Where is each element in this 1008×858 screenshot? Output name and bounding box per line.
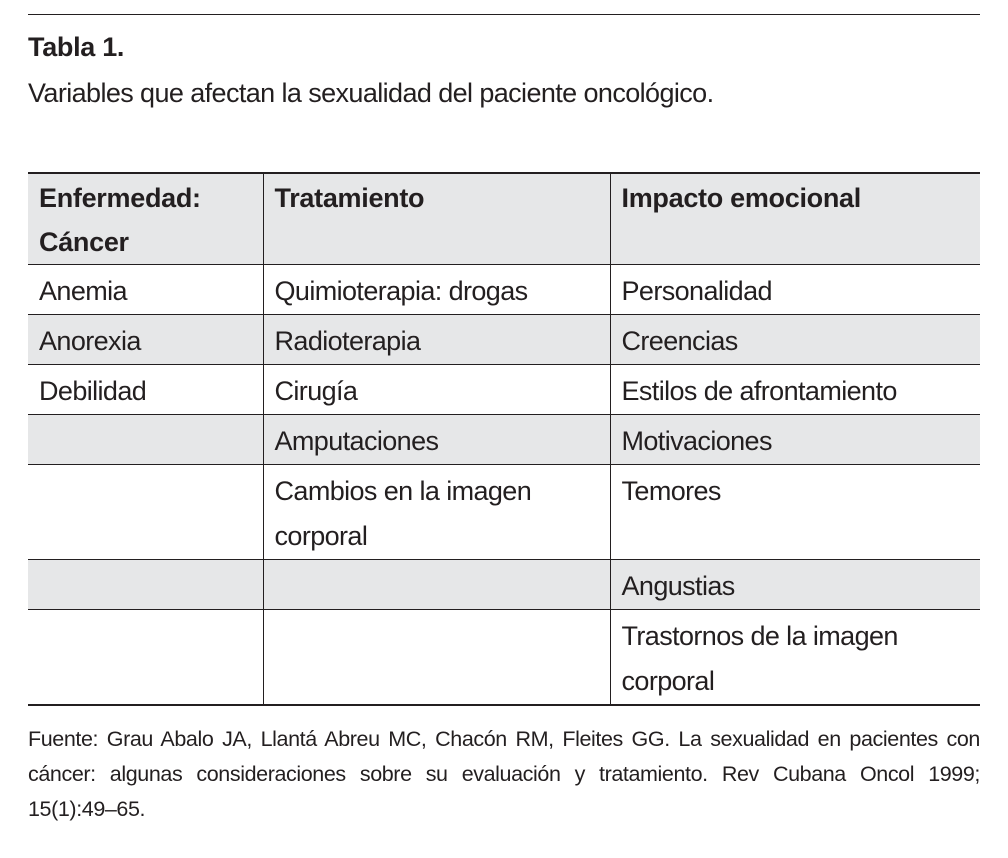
table-cell: Motivaciones bbox=[610, 415, 980, 465]
table-cell bbox=[263, 560, 610, 610]
table-cell: Amputaciones bbox=[263, 415, 610, 465]
table-cell: Temores bbox=[610, 465, 980, 560]
table-row bbox=[28, 560, 980, 610]
table-row bbox=[28, 315, 980, 365]
table-cell: Radioterapia bbox=[263, 315, 610, 365]
header-cell: Impacto emocional bbox=[610, 173, 980, 265]
header-cell: Enfermedad: Cáncer bbox=[28, 173, 263, 265]
table-cell: Debilidad bbox=[28, 365, 263, 415]
table-cell bbox=[28, 610, 263, 706]
table-cell: Estilos de afrontamiento bbox=[610, 365, 980, 415]
table-cell: Cambios en la imagen corporal bbox=[263, 465, 610, 560]
header-cell: Tratamiento bbox=[263, 173, 610, 265]
table-cell: Anemia bbox=[28, 265, 263, 315]
table-row bbox=[28, 610, 980, 706]
table-cell: Creencias bbox=[610, 315, 980, 365]
table-row bbox=[28, 265, 980, 315]
table-cell: Angustias bbox=[610, 560, 980, 610]
table-row bbox=[28, 465, 980, 560]
table-caption: Variables que afectan la sexualidad del paciente oncológico. bbox=[28, 78, 714, 108]
table-cell: Anorexia bbox=[28, 315, 263, 365]
table-cell: Trastornos de la imagen corporal bbox=[610, 610, 980, 706]
source-footnote: Fuente: Grau Abalo JA, Llantá Abreu MC, Chacón RM, Fleites GG. La sexualidad en pacientes con cáncer: algunas consideraciones sobre su evaluación y tratamiento. Rev Cubana Oncol 1999; 15(1):49–65. bbox=[28, 727, 980, 821]
table-cell bbox=[28, 560, 263, 610]
table-cell: Cirugía bbox=[263, 365, 610, 415]
table-cell: Quimioterapia: drogas bbox=[263, 265, 610, 315]
variables-table bbox=[28, 172, 980, 706]
table-cell bbox=[28, 415, 263, 465]
table-number: Tabla 1. bbox=[28, 32, 125, 62]
table-row bbox=[28, 415, 980, 465]
table-row bbox=[28, 365, 980, 415]
table-cell bbox=[28, 465, 263, 560]
table-header-row bbox=[28, 173, 980, 265]
top-rule bbox=[28, 14, 980, 15]
table-cell: Personalidad bbox=[610, 265, 980, 315]
table-cell bbox=[263, 610, 610, 706]
